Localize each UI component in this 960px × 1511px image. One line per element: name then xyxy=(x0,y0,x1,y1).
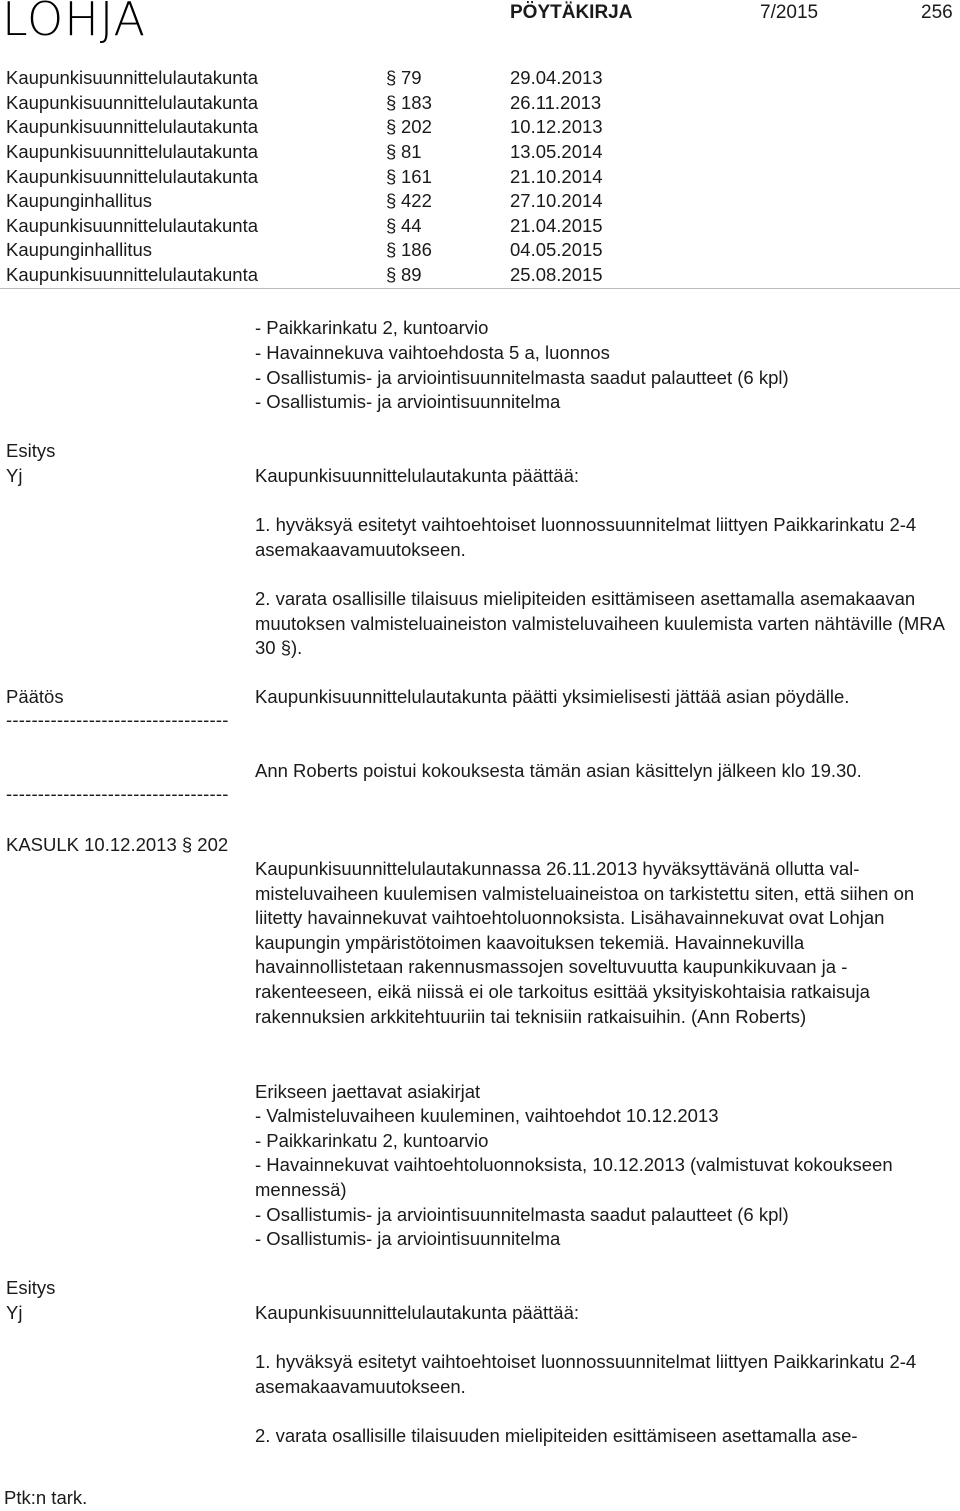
list-item: - Paikkarinkatu 2, kuntoarvio xyxy=(255,1130,489,1151)
section-sign-icon: § xyxy=(386,190,397,211)
section-sign-icon: § xyxy=(386,239,397,260)
document-title: PÖYTÄKIRJA xyxy=(510,2,633,23)
list-item: - Osallistumis- ja arviointisuunnitelma xyxy=(255,391,561,412)
list-item: - Havainnekuvat vaihtoehtoluonnoksista, 10.12.2013 (valmistuvat kokoukseen mennessä) xyxy=(255,1154,893,1200)
list-item: - Valmisteluvaiheen kuuleminen, vaihtoehdot 10.12.2013 xyxy=(255,1105,719,1126)
divider xyxy=(0,288,960,289)
proposal-item-1: 1. hyväksyä esitetyt vaihtoehtoiset luonnossuunnitelmat liittyen Paikkarinkatu 2-4 asemakaavamuutokseen. xyxy=(255,1351,917,1397)
proposal-heading: Kaupunkisuunnittelulautakunta päättää: xyxy=(255,465,580,486)
proposal-item-2: 2. varata osallisille tilaisuus mielipiteiden esittämiseen asettamalla asemakaavan muutoksen valmisteluaineiston valmisteluvaiheen kuulemista varten nähtäville (MRA 30 §). xyxy=(255,588,944,659)
kasulk-body: Kaupunkisuunnittelulautakunnassa 26.11.2013 hyväksyttävänä ollutta valmisteluvaiheen kuulemisen valmisteluaineistoa on tarkistettu siten, että siihen on liitetty havainnekuvat vaihtoehtoluonnoksista. Lisähavainnekuvat ovat Lohjan kaupungin ympäristötoimen kaavoituksen tekemiä. Havainnekuvilla havainnollistetaan rakennusmassojen soveltuvuutta kaupunkikuvaan ja -rakenteeseen, eikä niissä ei ole tarkoitus esittää yksityiskohtaisia ratkaisuja rakennuksien arkkitehtuuriin tai teknisiin ratkaisuihin. (Ann Roberts) xyxy=(255,858,915,1027)
proposal-item-1: 1. hyväksyä esitetyt vaihtoehtoiset luonnossuunnitelmat liittyen Paikkarinkatu 2-4 asemakaavamuutokseen. xyxy=(255,514,917,560)
section-sign-icon: § xyxy=(386,264,397,285)
proposal-item-2: 2. varata osallisille tilaisuuden mielipiteiden esittämiseen asettamalla ase- xyxy=(255,1425,858,1446)
footer-ptk: Ptk:n tark. xyxy=(4,1487,88,1508)
list-item: - Osallistumis- ja arviointisuunnitelmasta saadut palautteet (6 kpl) xyxy=(255,367,789,388)
page-number: 256 xyxy=(921,2,953,23)
section-sign-icon: § xyxy=(386,141,397,162)
yj-label: Yj xyxy=(6,465,23,486)
section-sign-icon: § xyxy=(386,92,397,113)
section-sign-icon: § xyxy=(386,116,397,137)
yj-label: Yj xyxy=(6,1302,23,1323)
document-number: 7/2015 xyxy=(760,2,819,23)
decision-label: Päätös xyxy=(6,686,64,707)
proposal-label: Esitys xyxy=(6,440,56,461)
proposal-heading: Kaupunkisuunnittelulautakunta päättää: xyxy=(255,1302,580,1323)
list-item: - Paikkarinkatu 2, kuntoarvio xyxy=(255,317,489,338)
decision-text: Kaupunkisuunnittelulautakunta päätti yksimielisesti jättää asian pöydälle. xyxy=(255,686,850,707)
proposal-label: Esitys xyxy=(6,1277,56,1298)
section-sign-icon: § xyxy=(386,215,397,236)
decision-note: Ann Roberts poistui kokouksesta tämän asian käsittelyn jälkeen klo 19.30. xyxy=(255,760,862,781)
lohja-logo: LOHJA xyxy=(2,0,147,46)
attachments-heading: Erikseen jaettavat asiakirjat xyxy=(255,1081,481,1102)
section-sign-icon: § xyxy=(386,67,397,88)
list-item: - Osallistumis- ja arviointisuunnitelma xyxy=(255,1228,561,1249)
kasulk-label: KASULK 10.12.2013 § 202 xyxy=(6,834,229,855)
list-item: - Havainnekuva vaihtoehdosta 5 a, luonnos xyxy=(255,342,610,363)
section-sign-icon: § xyxy=(386,166,397,187)
separator: ----------------------------------- xyxy=(6,783,229,804)
list-item: - Osallistumis- ja arviointisuunnitelmasta saadut palautteet (6 kpl) xyxy=(255,1204,789,1225)
separator: ----------------------------------- xyxy=(6,709,229,730)
